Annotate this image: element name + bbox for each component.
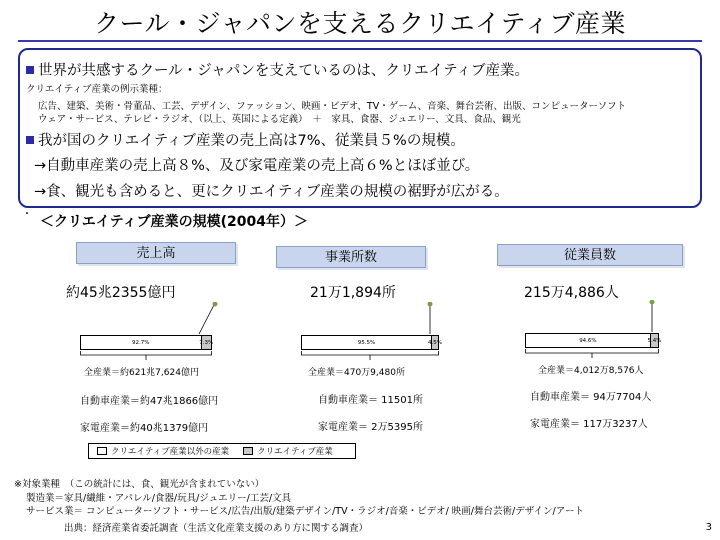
total-employees: 全産業＝4,012万8,576人 bbox=[538, 366, 644, 376]
share-creative-sales bbox=[199, 336, 214, 349]
panel-header-employees: 従業員数 bbox=[497, 244, 683, 266]
summary-line-1-text: 世界が共感するクール・ジャパンを支えているのは、クリエイティブ産業。 bbox=[38, 63, 529, 79]
callout-line-sales bbox=[195, 302, 225, 336]
share-label-other-employees: 94.6% bbox=[579, 337, 597, 344]
auto-employees: 自動車産業＝ 94万7704人 bbox=[530, 392, 652, 403]
legend-label-other: クリエイティブ産業以外の産業 bbox=[111, 447, 230, 457]
example-industries-list-1: 広告、建築、美術・骨董品、工芸、デザイン、ファッション、映画・ビデオ、TV・ゲーム、音楽、舞台芸術、出版、コンピューターソフト bbox=[38, 101, 627, 112]
bullet-icon bbox=[26, 66, 34, 74]
share-other-employees bbox=[526, 334, 651, 347]
total-sales: 全産業＝約621兆7,624億円 bbox=[84, 368, 199, 378]
share-bar-establishments bbox=[301, 335, 442, 350]
share-label-creative-sales: 7.3% bbox=[199, 339, 214, 346]
bullet-icon bbox=[26, 136, 34, 144]
total-bracket-sales bbox=[80, 351, 212, 361]
share-label-other-sales: 92.7% bbox=[132, 339, 150, 346]
source-note: 出典：経済産業省委託調査（生活文化産業支援のあり方に関する調査） bbox=[64, 523, 369, 534]
total-bracket-employees bbox=[525, 349, 659, 359]
share-label-other-establishments: 95.5% bbox=[357, 339, 376, 346]
note-scope: ※対象業種 （この統計には、食、観光が含まれていない） bbox=[14, 479, 265, 490]
panel-value-employees: 215万4,886人 bbox=[524, 285, 619, 301]
elec-establishments: 家電産業＝ 2万5395所 bbox=[318, 422, 423, 433]
legend-swatch-other bbox=[97, 447, 107, 455]
total-establishments: 全産業＝470万9,480所 bbox=[308, 368, 405, 378]
callout-line-establishments bbox=[418, 302, 438, 336]
comparison-line-1: →自動車産業の売上高８%、及び家電産業の売上高６%とほぼ並び。 bbox=[34, 158, 480, 174]
page-number: 3 bbox=[705, 522, 712, 533]
page-title: クール・ジャパンを支えるクリエイティブ産業 bbox=[93, 9, 626, 38]
elec-sales: 家電産業＝約40兆1379億円 bbox=[80, 423, 209, 434]
callout-line-employees bbox=[642, 300, 662, 334]
summary-line-2 bbox=[26, 129, 465, 150]
share-other-establishments bbox=[302, 336, 432, 349]
share-bar-employees bbox=[525, 333, 662, 348]
share-label-creative-establishments: 4.5% bbox=[427, 339, 442, 346]
example-industries-list-2: ウェア・サービス、テレビ・ラジオ、（以上、英国による定義） ＋ 家具、食器、ジュエリー、文具、食品、観光 bbox=[38, 114, 521, 125]
total-bracket-establishments bbox=[301, 351, 439, 361]
summary-line-1 bbox=[26, 59, 529, 80]
note-services: サービス業＝ コンピューターソフト・サービス/広告/出版/建築デザイン/TV・ラジオ/音楽・ビデオ/ 映画/舞台芸術/デザイン/アート bbox=[26, 506, 584, 517]
scale-title: ＜クリエイティブ産業の規模(2004年）＞ bbox=[40, 214, 308, 230]
elec-employees: 家電産業＝ 117万3237人 bbox=[530, 419, 648, 430]
title-rule bbox=[18, 40, 702, 42]
legend bbox=[88, 443, 356, 459]
share-other-sales bbox=[81, 336, 202, 349]
share-creative-employees bbox=[647, 334, 662, 347]
share-label-creative-employees: 5.4% bbox=[647, 337, 662, 344]
auto-sales: 自動車産業＝約47兆1866億円 bbox=[80, 396, 219, 407]
legend-swatch-creative bbox=[243, 447, 253, 455]
share-bar-sales bbox=[80, 335, 212, 350]
example-industries-label: クリエイティブ産業の例示業種： bbox=[26, 84, 168, 95]
panel-value-establishments: 21万1,894所 bbox=[310, 285, 396, 301]
panel-header-sales: 売上高 bbox=[76, 242, 236, 264]
share-creative-establishments bbox=[427, 336, 442, 349]
auto-establishments: 自動車産業＝ 11501所 bbox=[318, 395, 423, 406]
stray-dot: ・ bbox=[22, 209, 32, 220]
summary-line-2-text: 我が国のクリエイティブ産業の売上高は7%、従業員５%の規模。 bbox=[38, 133, 465, 149]
note-manufacturing: 製造業＝家具/繊維・アパレル/食器/玩具/ジュエリー/工芸/文具 bbox=[26, 493, 292, 504]
panel-header-establishments: 事業所数 bbox=[276, 246, 426, 268]
comparison-line-2: →食、観光も含めると、更にクリエイティブ産業の規模の裾野が広がる。 bbox=[34, 184, 509, 200]
panel-value-sales: 約45兆2355億円 bbox=[66, 285, 176, 301]
legend-label-creative: クリエイティブ産業 bbox=[257, 447, 333, 457]
